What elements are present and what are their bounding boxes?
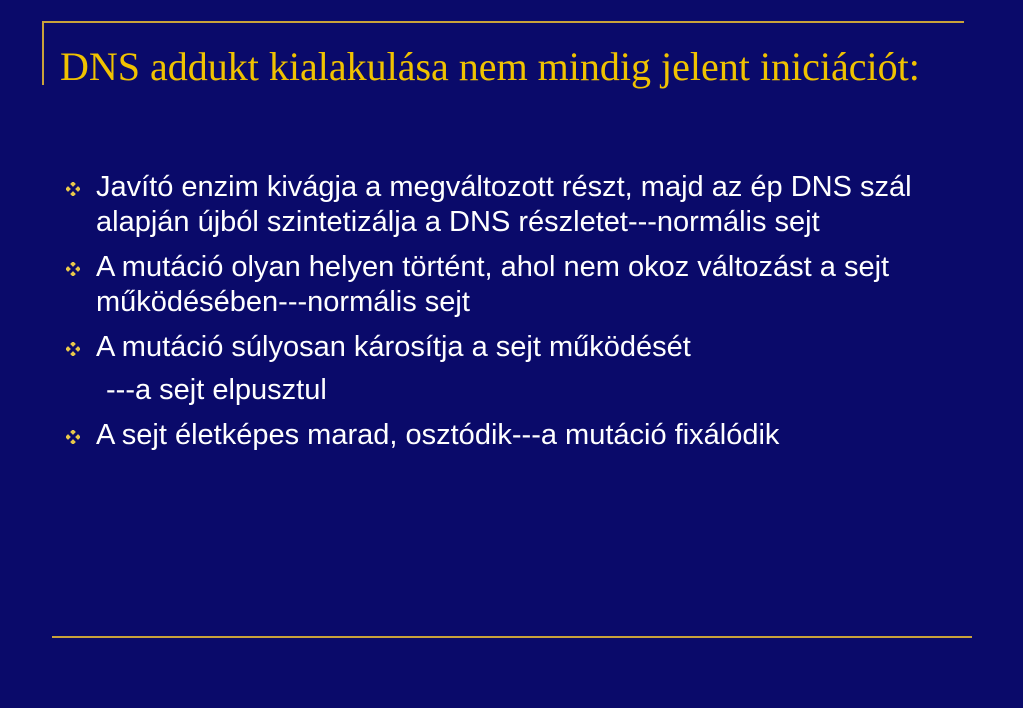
bullet-text: A mutáció olyan helyen történt, ahol nem okoz változást a sejt működésében---normális sejt [96,251,890,318]
bullet-text: A mutáció súlyosan károsítja a sejt működését [96,331,691,363]
bullet-item [64,418,964,453]
bullet-item [64,170,964,240]
bottom-rule [52,636,972,638]
bullet-continuation [64,373,964,408]
bullet-item [64,250,964,320]
diamond-icon [66,430,80,444]
diamond-icon [66,182,80,196]
diamond-icon [66,342,80,356]
bullet-text: A sejt életképes marad, osztódik---a mutáció fixálódik [96,419,780,451]
top-rule [42,21,964,23]
left-rule [42,21,44,85]
bullet-list [64,170,964,463]
diamond-icon [66,262,80,276]
bullet-text: Javító enzim kivágja a megváltozott részt, majd az ép DNS szál alapján újból szintetizálja a DNS részletet---normális sejt [96,171,912,238]
bullet-text: ---a sejt elpusztul [106,374,327,406]
bullet-item [64,330,964,365]
slide-title: DNS addukt kialakulása nem mindig jelent iniciációt: [60,44,920,89]
